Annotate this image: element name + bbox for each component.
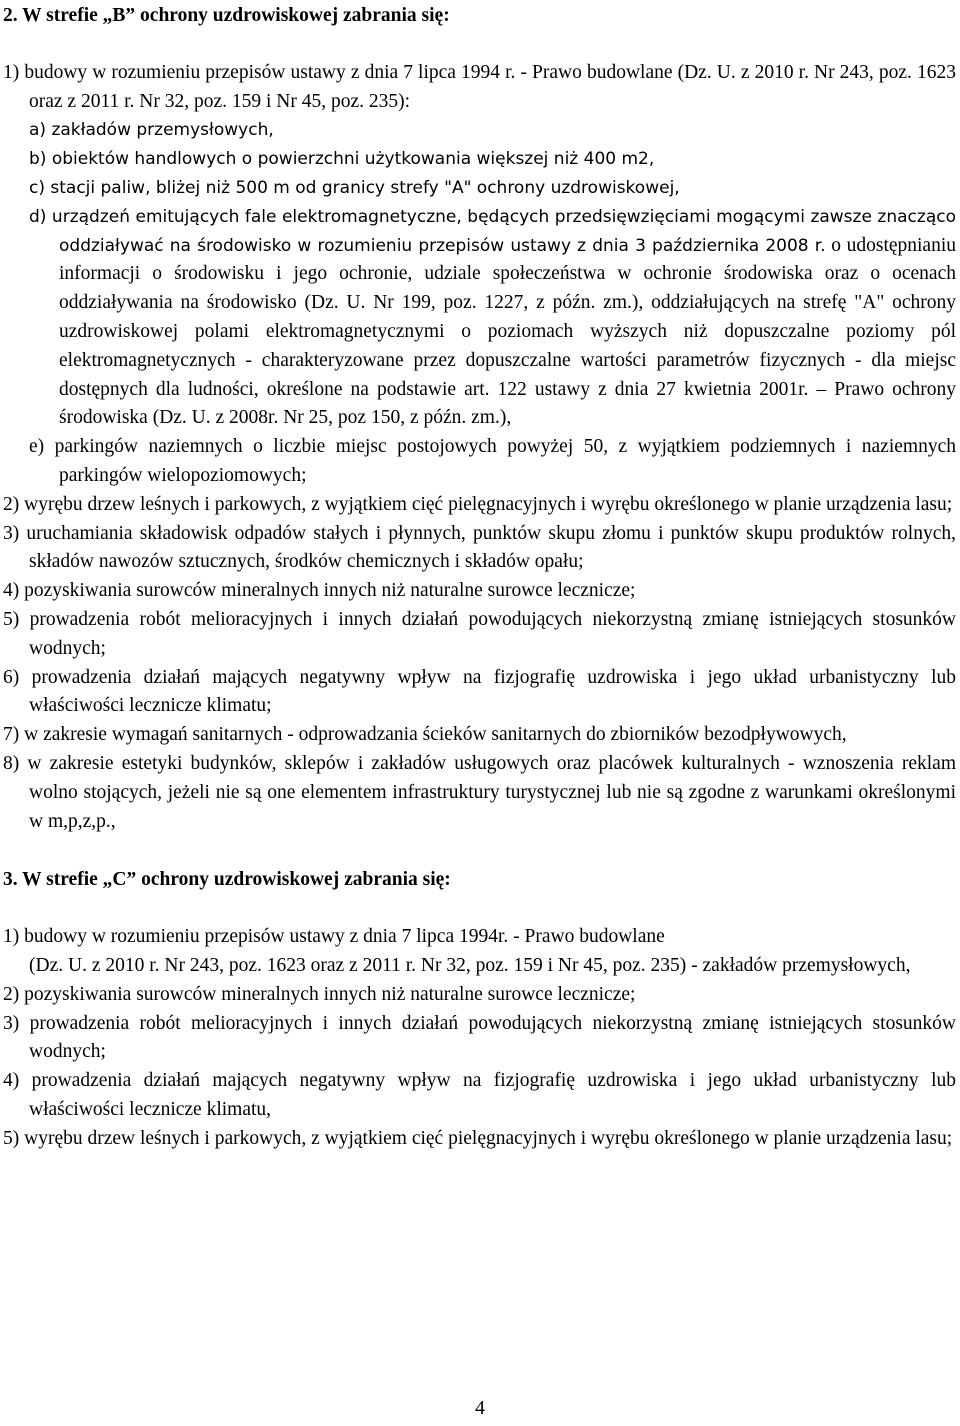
- section-c-heading: 3. W strefie „C” ochrony uzdrowiskowej zabrania się:: [3, 869, 451, 891]
- b-item-1-d: [29, 203, 956, 433]
- b-item-2: 2) wyrębu drzew leśnych i parkowych, z wyjątkiem cięć pielęgnacyjnych i wyrębu określonego w planie urządzenia lasu;: [3, 493, 953, 515]
- section-b-heading: 2. W strefie „B” ochrony uzdrowiskowej zabrania się:: [3, 5, 450, 26]
- b-item-7: 7) w zakresie wymagań sanitarnych - odprowadzania ścieków sanitarnych do zbiorników bezodpływowych,: [3, 724, 847, 746]
- b-item-1-d-part3: oddziałujących na strefę "A" ochrony uzdrowiskowej polami elektromagnetycznymi o poziomach wyższych niż dopuszczalne poziomy pól elektromagnetycznych - charakteryzowane przez dopuszczalne wartości parametrów fizycznych - dla miejsc dostępnych dla ludności, określone na podstawie art. 122 ustawy z dnia 27 kwietnia 2001r. – Prawo ochrony środowiska (Dz. U. z 2008r. Nr 25, poz 150, z późn. zm.),: [59, 292, 957, 429]
- c-item-1: 1) budowy w rozumieniu przepisów ustawy z dnia 7 lipca 1994r. - Prawo budowlane: [3, 926, 665, 948]
- b-item-1-subitems: [3, 116, 956, 490]
- spacer: [3, 31, 956, 59]
- b-item-1-c: c) stacji paliw, bliżej niż 500 m od granicy strefy "A" ochrony uzdrowiskowej,: [29, 177, 680, 198]
- c-item-3: 3) prowadzenia robót melioracyjnych i innych działań powodujących niekorzystną zmianę istniejących stosunków wodnych;: [3, 1012, 956, 1063]
- b-item-1-e: e) parkingów naziemnych o liczbie miejsc postojowych powyżej 50, z wyjątkiem podziemnych i naziemnych parkingów wielopoziomowych;: [29, 436, 956, 486]
- b-item-3: 3) uruchamiania składowisk odpadów stałych i płynnych, punktów skupu złomu i punktów skupu produktów rolnych, składów nawozów sztucznych, środków chemicznych i składów opału;: [3, 522, 956, 573]
- page-number: 4: [475, 1397, 485, 1419]
- b-item-6: 6) prowadzenia działań mających negatywny wpływ na fizjografię uzdrowiska i jego układ urbanistyczny lub właściwości lecznicze klimatu;: [3, 666, 956, 717]
- spacer: [3, 895, 956, 923]
- c-item-4: 4) prowadzenia działań mających negatywny wpływ na fizjografię uzdrowiska i jego układ urbanistyczny lub właściwości lecznicze klimatu,: [3, 1070, 956, 1120]
- b-item-1-d-part1: d) urządzeń emitujących fale elektromagnetyczne, będących przedsięwzięciami mogącymi zawsze znacząco oddziaływać na środowisko w rozumieniu przepisów ustawy z dnia 3 października 2008 r.: [29, 206, 956, 256]
- c-item-1-continuation: (Dz. U. z 2010 r. Nr 243, poz. 1623 oraz z 2011 r. Nr 32, poz. 159 i Nr 45, poz. 235) - zakładów przemysłowych,: [29, 954, 911, 976]
- b-item-1-b: b) obiektów handlowych o powierzchni użytkowania większej niż 400 m2,: [29, 149, 655, 170]
- b-item-1-a: a) zakładów przemysłowych,: [29, 120, 274, 141]
- b-item-1-d-part2: o udostępnianiu informacji o środowisku i jego ochronie, udziale społeczeństwa w ochronie środowiska oraz o ocenach oddziaływania na środowisko (Dz. U. Nr 199, poz. 1227, z późn. zm.),: [59, 234, 957, 314]
- c-item-2: 2) pozyskiwania surowców mineralnych innych niż naturalne surowce lecznicze;: [3, 983, 636, 1005]
- c-item-5: 5) wyrębu drzew leśnych i parkowych, z wyjątkiem cięć pielęgnacyjnych i wyrębu określonego w planie urządzenia lasu;: [3, 1127, 953, 1149]
- spacer: [3, 836, 956, 864]
- b-item-1: 1) budowy w rozumieniu przepisów ustawy z dnia 7 lipca 1994 r. - Prawo budowlane (Dz. U. z 2010 r. Nr 243, poz. 1623 oraz z 2011 r. Nr 32, poz. 159 i Nr 45, poz. 235):: [3, 61, 956, 112]
- b-item-5: 5) prowadzenia robót melioracyjnych i innych działań powodujących niekorzystną zmianę istniejących stosunków wodnych;: [3, 608, 956, 659]
- b-item-4: 4) pozyskiwania surowców mineralnych innych niż naturalne surowce lecznicze;: [3, 580, 636, 602]
- b-item-8: 8) w zakresie estetyki budynków, sklepów i zakładów usługowych oraz placówek kulturalnych - wznoszenia reklam wolno stojących, jeżeli nie są one elementem infrastruktury turystycznej lub nie są zgodne z warunkami określonymi w m,p,z,p.,: [3, 752, 956, 832]
